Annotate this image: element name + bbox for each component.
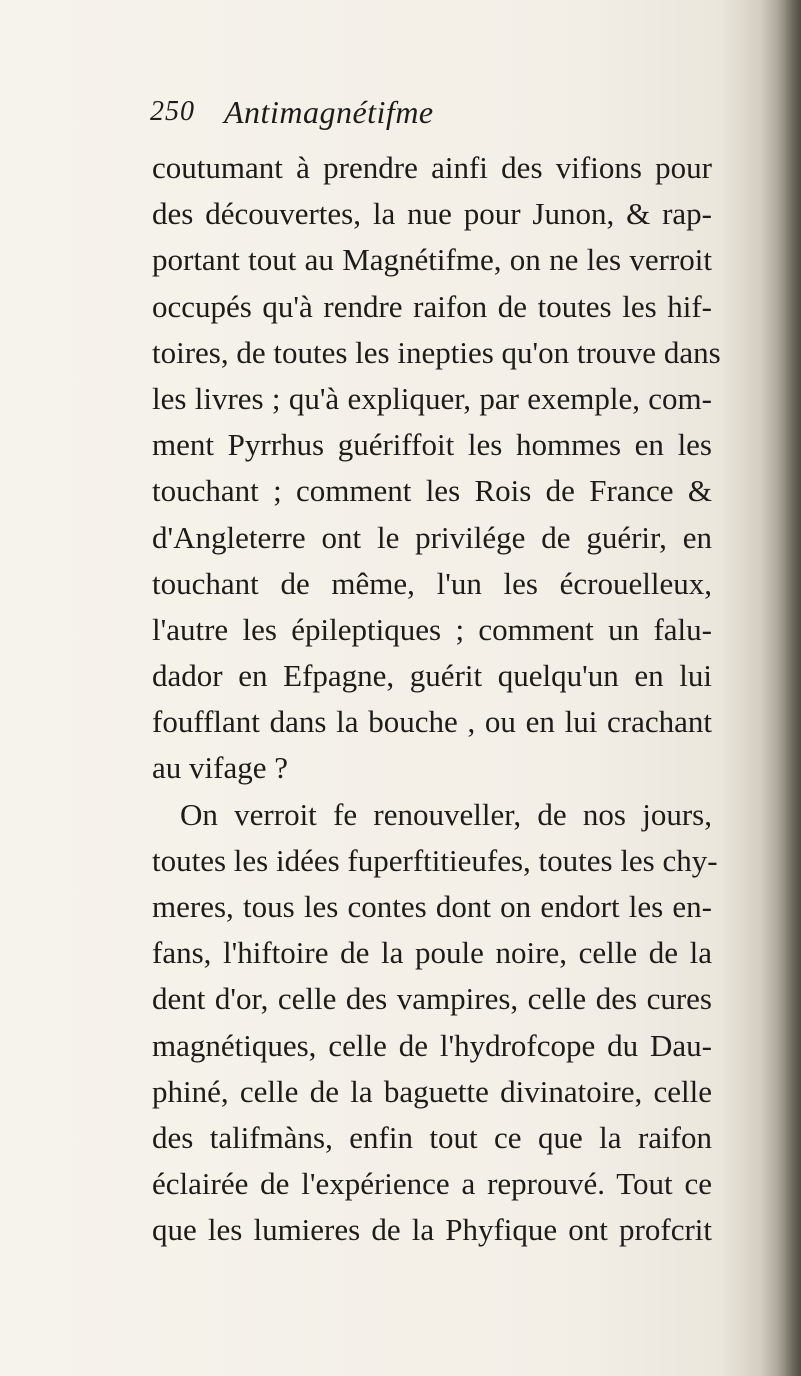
text-line: des talifmàns, enfin tout ce que la raifon <box>152 1119 712 1155</box>
text-line: meres, tous les contes dont on endort les en- <box>152 889 712 924</box>
page-edge-shadow <box>761 0 801 1376</box>
page-header <box>150 96 710 140</box>
page-number: 250 <box>150 96 195 127</box>
text-line: éclairée de l'expérience a reprouvé. Tout ce <box>152 1166 712 1202</box>
text-line: magnétiques, celle de l'hydrofcope du Dau- <box>152 1027 712 1063</box>
text-line: portant tout au Magnétifme, on ne les verroit <box>152 242 712 278</box>
text-line: les livres ; qu'à expliquer, par exemple, com- <box>152 380 712 416</box>
body-text <box>152 145 721 1254</box>
text-line: ment Pyrrhus guériffoit les hommes en les <box>152 427 712 463</box>
text-line: fans, l'hiftoire de la poule noire, celle de la <box>152 935 712 971</box>
text-line: dador en Efpagne, guérit quelqu'un en lui <box>152 658 712 694</box>
text-line-paragraph-start: On verroit fe renouveller, de nos jours, <box>180 796 712 832</box>
text-line: toires, de toutes les inepties qu'on trouve dans <box>152 334 721 370</box>
text-line: touchant ; comment les Rois de France & <box>152 473 712 509</box>
text-line-paragraph-end: au vifage ? <box>152 750 288 786</box>
text-line: dent d'or, celle des vampires, celle des cures <box>152 981 712 1017</box>
text-line: coutumant à prendre ainfi des vifions pour <box>152 150 712 185</box>
text-line: occupés qu'à rendre raifon de toutes les hif- <box>152 288 712 324</box>
text-line: d'Angleterre ont le privilége de guérir, en <box>152 519 712 555</box>
text-line: des découvertes, la nue pour Junon, & rap- <box>152 196 712 232</box>
text-line: foufflant dans la bouche , ou en lui crachant <box>152 704 712 740</box>
text-line: touchant de même, l'un les écrouelleux, <box>152 565 712 601</box>
text-line: phiné, celle de la baguette divinatoire, celle <box>152 1073 712 1109</box>
text-line: que les lumieres de la Phyfique ont profcrit <box>152 1212 712 1248</box>
text-line: toutes les idées fuperftitieufes, toutes les chy- <box>152 842 718 878</box>
text-line: l'autre les épileptiques ; comment un falu- <box>152 611 712 647</box>
running-title: Antimagnétifme <box>224 94 434 130</box>
